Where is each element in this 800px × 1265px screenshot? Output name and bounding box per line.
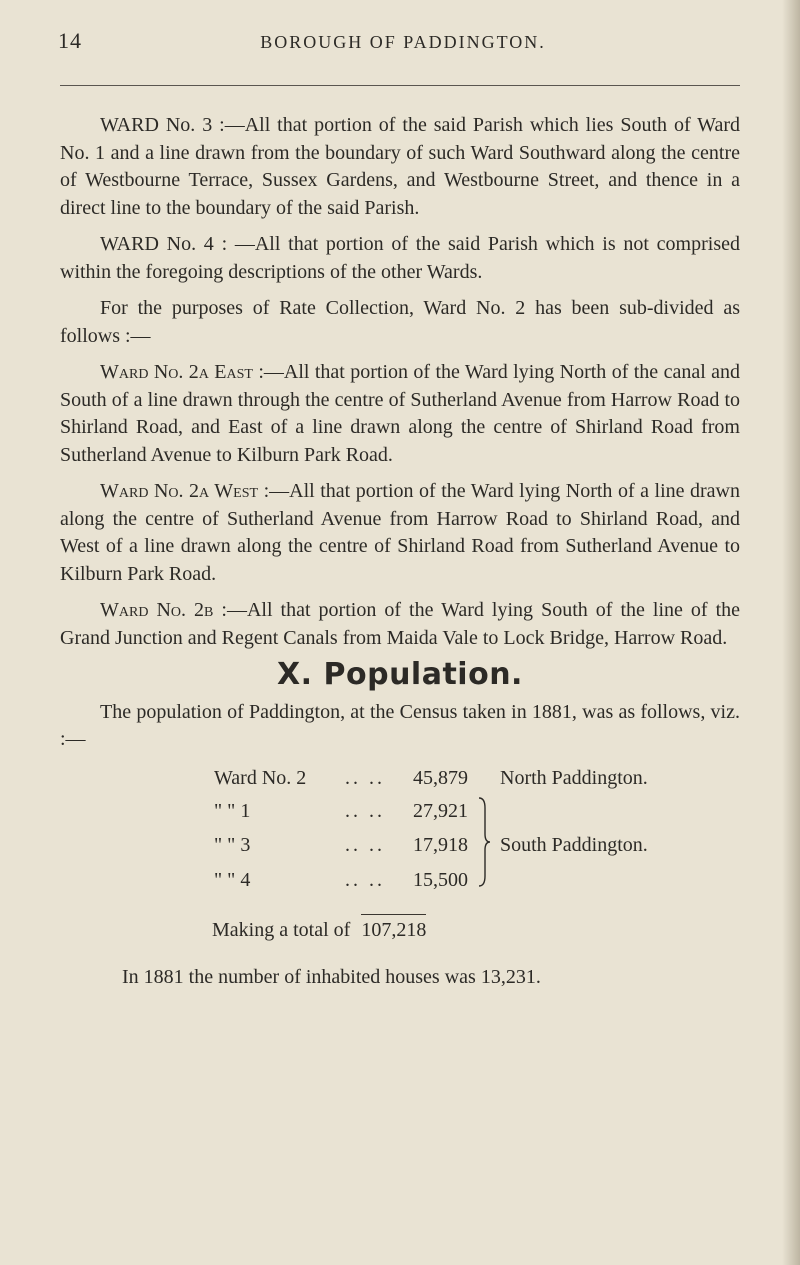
ward-label: " " 1 (214, 799, 251, 822)
ward-2a-east-heading: Ward No. 2a East (100, 361, 253, 383)
table-row (210, 763, 652, 795)
ward-label: " " 3 (214, 834, 251, 856)
houses-note: In 1881 the number of inhabited houses was 13,231. (122, 966, 541, 988)
ward-3-paragraph (60, 112, 740, 222)
curly-brace-icon (477, 796, 491, 888)
leader-dots: .. .. (345, 868, 385, 891)
ward-population: 27,921 (413, 799, 468, 822)
header-rule (60, 85, 740, 86)
ward-2a-east-paragraph (60, 359, 740, 469)
ward-4-paragraph (60, 231, 740, 286)
leader-dots: .. .. (345, 834, 385, 856)
page-edge-shadow (782, 0, 800, 1265)
region-label: North Paddington. (500, 766, 648, 789)
ward-population: 15,500 (413, 868, 468, 891)
ward-4-text: : —All that portion of the said Parish which is not comprised within the foregoing descriptions of the other Wards. (60, 233, 740, 283)
ward-population: 45,879 (413, 766, 468, 789)
leader-dots: .. .. (345, 799, 385, 822)
region-label: South Paddington. (500, 834, 648, 856)
ward-2a-east-text: :—All that portion of the Ward lying North of the canal and South of a line drawn through the centre of Sutherland Avenue from Harrow Road to Shirland Road, and East of a line drawn along the centre of Shirland Road from Sutherland Avenue to Kilburn Park Road. (60, 361, 741, 466)
ward-label: " " 4 (214, 868, 251, 891)
total-value: 107,218 (361, 914, 426, 945)
population-table (210, 763, 652, 898)
page-body (60, 112, 740, 992)
table-row (210, 794, 652, 829)
ward-2a-west-heading: Ward No. 2a West (100, 480, 259, 502)
section-title: X. Population. (277, 657, 523, 692)
ward-3-text: :—All that portion of the said Parish which lies South of Ward No. 1 and a line drawn from the boundary of such Ward Southward along the centre of Westbourne Terrace, Sussex Gardens, and Westbourne Street, and thence in a direct line to the boundary of the said Parish. (60, 114, 740, 219)
brace-icon (472, 794, 496, 898)
ward-population: 17,918 (413, 834, 468, 856)
population-intro: The population of Paddington, at the Census taken in 1881, was as follows, viz. :— (60, 700, 740, 750)
ward-3-heading: WARD No. 3 (100, 114, 213, 136)
ward-2a-west-paragraph (60, 478, 740, 588)
ward-2a-west-text: :—All that portion of the Ward lying North of a line drawn along the centre of Sutherland Avenue from Harrow Road to Shirland Road, and West of a line drawn along the centre of Shirland Road from Sutherland Avenue to Kilburn Park Road. (60, 480, 741, 585)
page-header (58, 22, 748, 62)
ward-2b-text: :—All that portion of the Ward lying South of the line of the Grand Junction and Regent Canals from Maida Vale to Lock Bridge, Harrow Road. (60, 599, 741, 649)
ward-2b-heading: Ward No. 2b (100, 599, 214, 621)
leader-dots: .. .. (345, 766, 385, 789)
ward-2b-paragraph (60, 597, 740, 652)
ward-4-heading: WARD No. 4 (100, 233, 214, 255)
ward-label: Ward No. 2 (214, 766, 307, 789)
total-row (212, 914, 740, 945)
total-label: Making a total of (212, 918, 351, 941)
running-title: BOROUGH OF PADDINGTON. (260, 32, 546, 52)
page-number: 14 (58, 28, 82, 53)
rate-collection-paragraph: For the purposes of Rate Collection, Ward No. 2 has been sub-divided as follows :— (60, 297, 740, 347)
